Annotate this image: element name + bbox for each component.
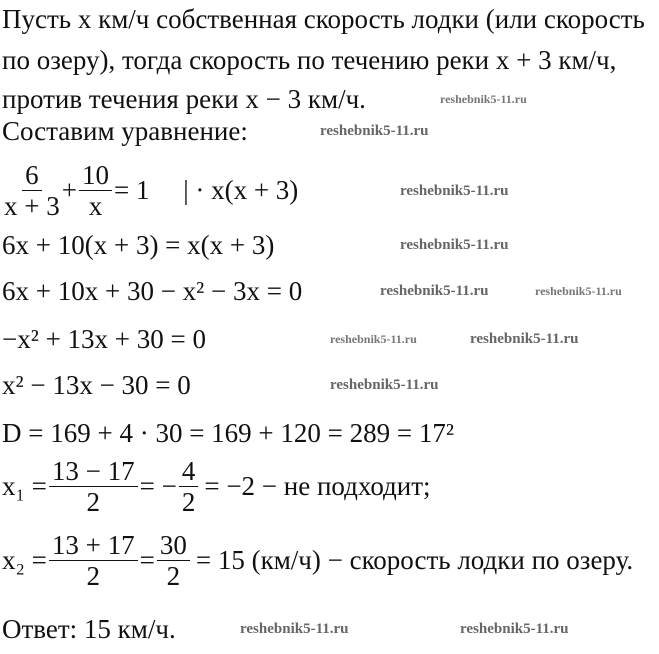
watermark: reshebnik5-11.ru <box>320 123 429 139</box>
operator: + <box>61 175 77 205</box>
numerator: 13 − 17 <box>49 456 138 487</box>
denominator: 2 <box>86 487 100 517</box>
denominator: x + 3 <box>4 191 60 221</box>
discriminant: D = 169 + 4 · 30 = 169 + 120 = 289 = 17² <box>2 418 454 448</box>
watermark: reshebnik5-11.ru <box>440 92 527 106</box>
equation-1 <box>2 160 298 221</box>
watermark: reshebnik5-11.ru <box>380 283 489 299</box>
watermark: reshebnik5-11.ru <box>535 284 622 298</box>
watermark: reshebnik5-11.ru <box>330 377 439 393</box>
equation-rest: = −2 − не подходит; <box>204 471 431 501</box>
denominator: 2 <box>181 487 196 517</box>
numerator: 6 <box>22 160 42 191</box>
text-line-1: Пусть x км/ч собственная скорость лодки (или скорость <box>2 4 645 34</box>
watermark: reshebnik5-11.ru <box>330 332 417 346</box>
numerator: 13 + 17 <box>49 530 138 561</box>
watermark: reshebnik5-11.ru <box>400 183 509 199</box>
watermark: reshebnik5-11.ru <box>240 621 349 637</box>
equation-3: 6x + 10x + 30 − x² − 3x = 0 <box>2 276 303 306</box>
watermark: reshebnik5-11.ru <box>470 331 579 347</box>
text-line-3: против течения реки x − 3 км/ч. <box>2 84 366 114</box>
text-line-4: Составим уравнение: <box>2 116 248 146</box>
root-x2 <box>2 530 633 591</box>
root-x1 <box>2 456 431 517</box>
equation-2: 6x + 10(x + 3) = x(x + 3) <box>2 230 275 260</box>
numerator: 10 <box>79 160 112 191</box>
equation-rest: = 1 | · x(x + 3) <box>113 175 299 205</box>
denominator: 2 <box>86 561 100 591</box>
lhs: x₁ = <box>2 471 47 501</box>
numerator: 4 <box>179 456 199 487</box>
lhs: x₂ = <box>2 545 47 575</box>
equation-rest: = 15 (км/ч) − скорость лодки по озеру. <box>195 545 634 575</box>
answer: Ответ: 15 км/ч. <box>2 614 176 644</box>
equation-4: −x² + 13x + 30 = 0 <box>2 324 207 354</box>
numerator: 30 <box>157 530 190 561</box>
denominator: x <box>88 191 103 221</box>
equation-5: x² − 13x − 30 = 0 <box>2 370 191 400</box>
watermark: reshebnik5-11.ru <box>400 237 509 253</box>
operator: = <box>139 545 155 575</box>
text-line-2: по озеру), тогда скорость по течению реки x + 3 км/ч, <box>2 45 617 75</box>
operator: = − <box>139 471 177 501</box>
watermark: reshebnik5-11.ru <box>460 621 569 637</box>
denominator: 2 <box>166 561 181 591</box>
